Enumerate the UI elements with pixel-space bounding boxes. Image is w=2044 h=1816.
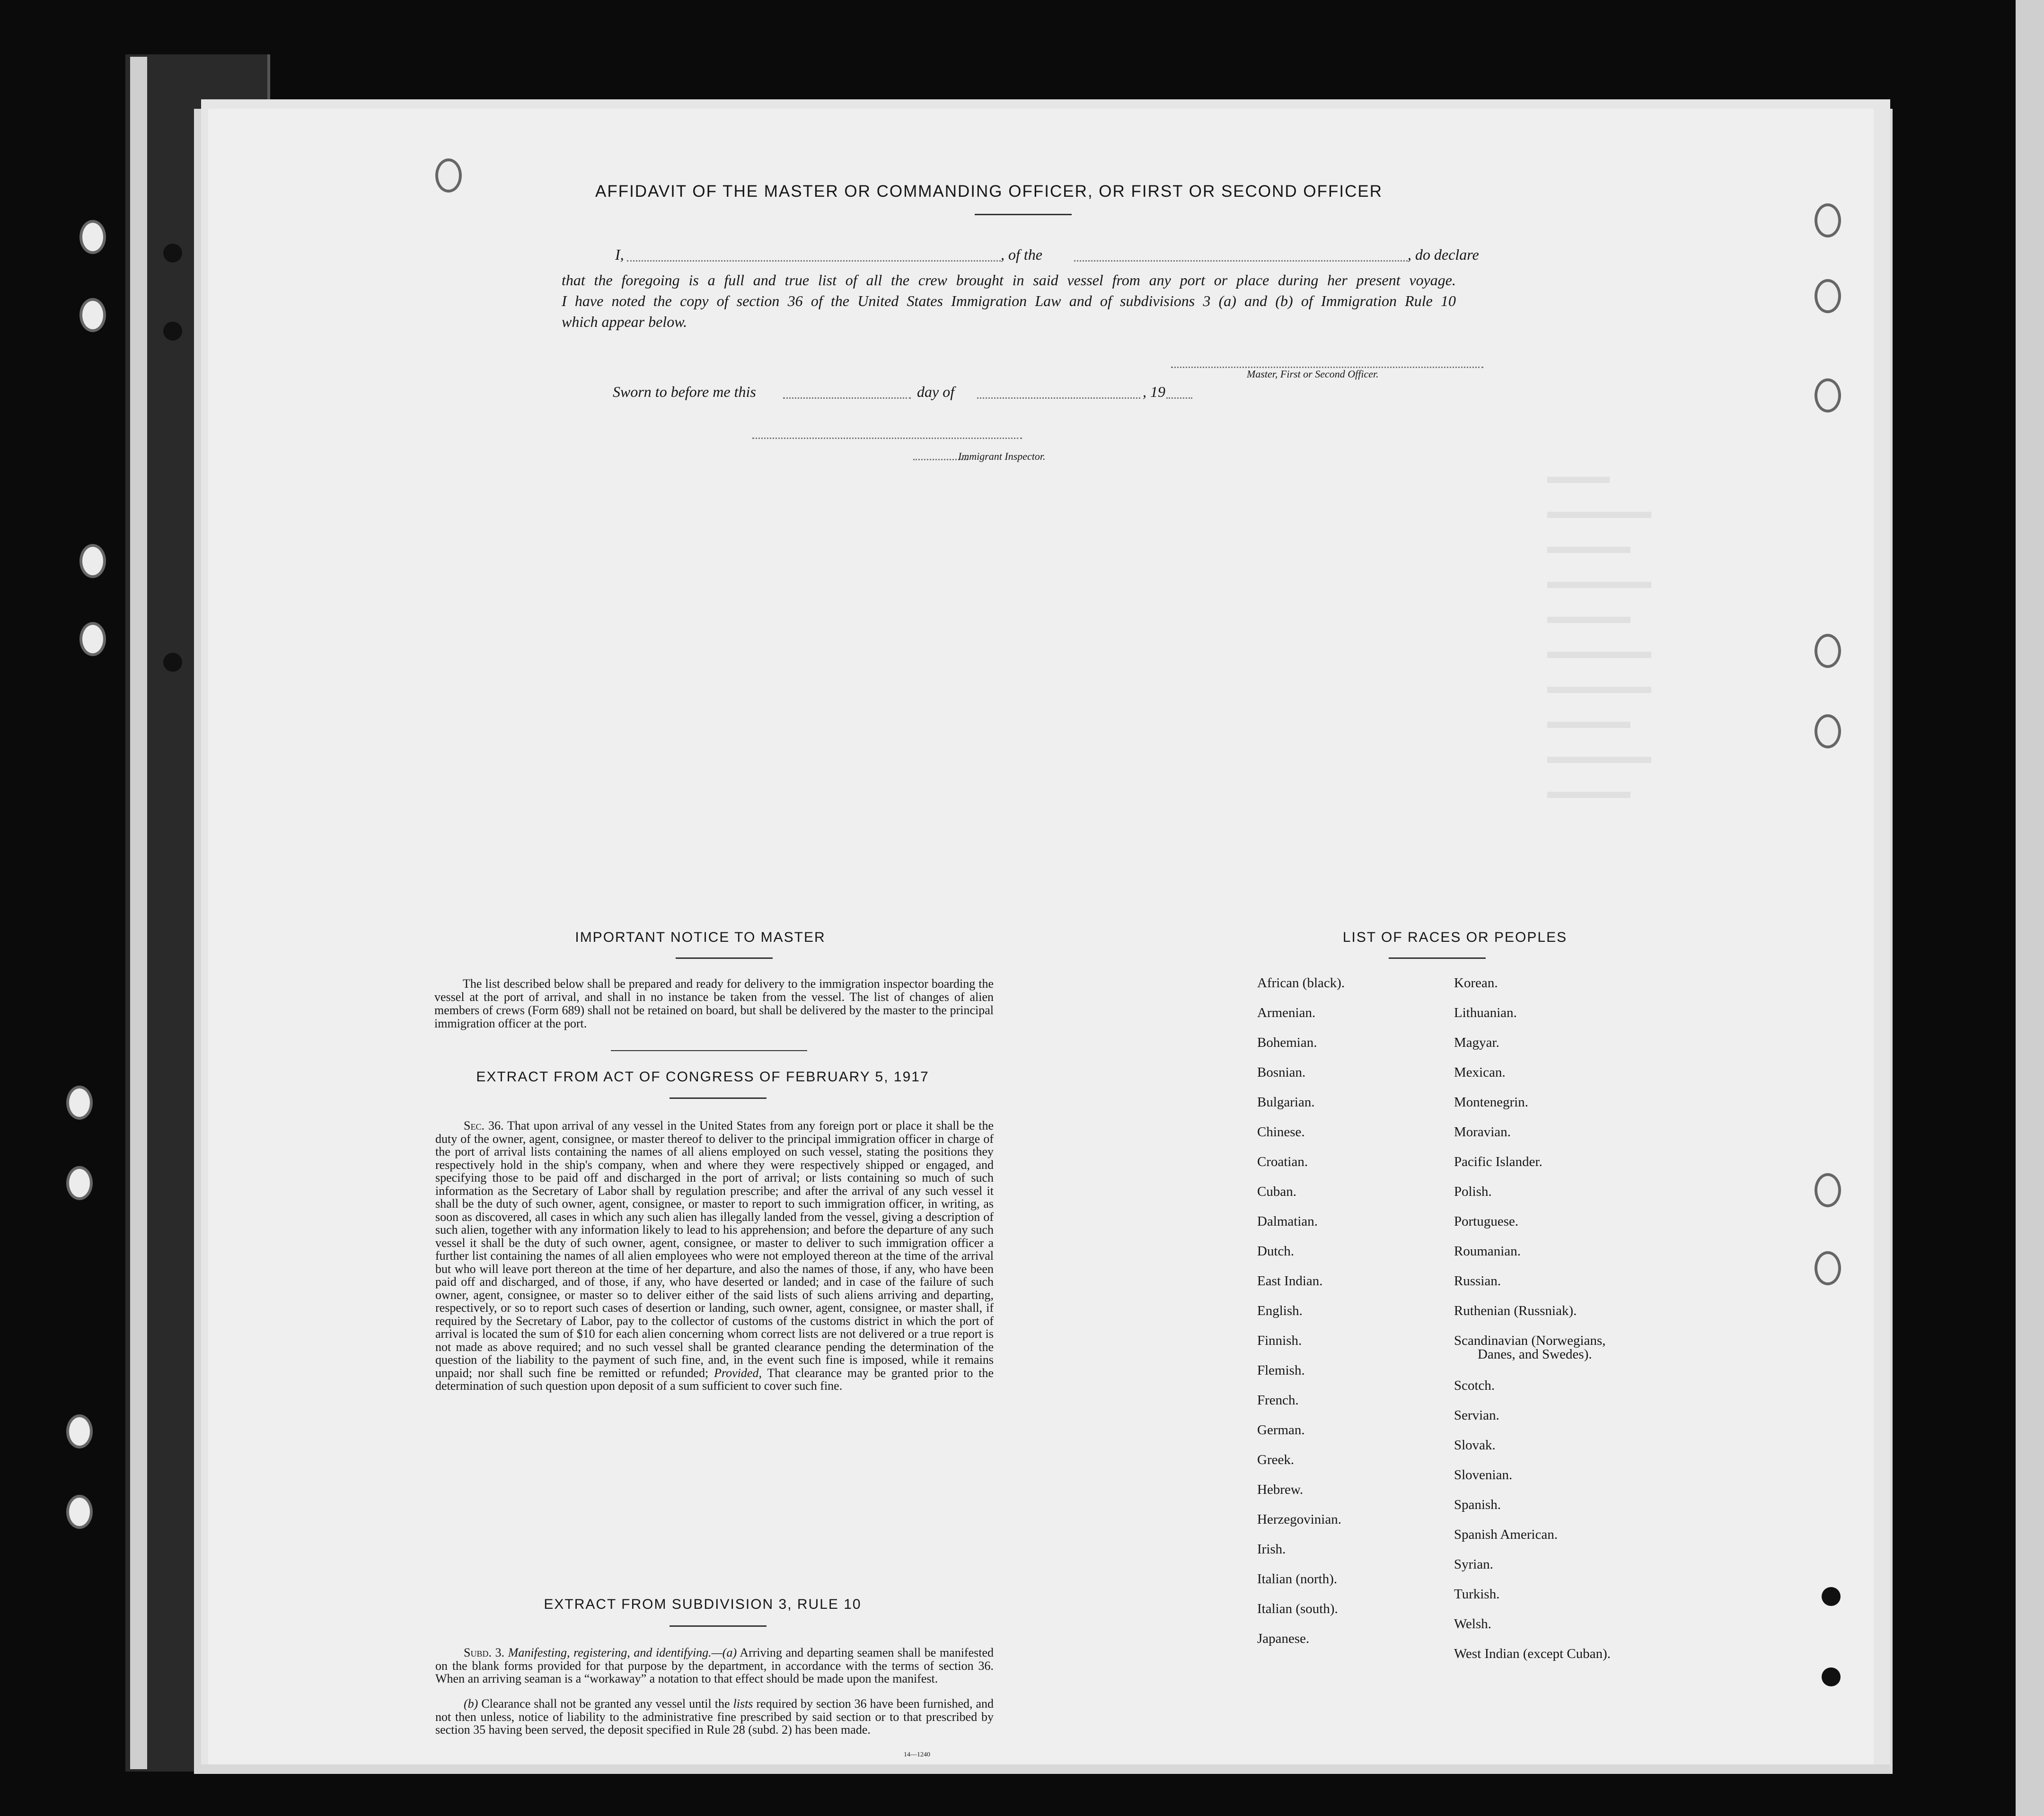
act-extract-underline bbox=[670, 1097, 766, 1099]
race-entry: Syrian. bbox=[1454, 1557, 1493, 1572]
section-36-text bbox=[435, 1119, 994, 1393]
races-underline bbox=[1389, 957, 1486, 959]
race-entry: French. bbox=[1257, 1393, 1299, 1408]
races-title: LIST OF RACES OR PEOPLES bbox=[1342, 930, 1568, 945]
affidavit-declaration-line: which appear below. bbox=[562, 313, 687, 330]
race-entry: Dutch. bbox=[1257, 1244, 1295, 1259]
month-blank-line[interactable] bbox=[977, 397, 1140, 399]
race-entry: Korean. bbox=[1454, 975, 1498, 991]
race-entry: Cuban. bbox=[1257, 1184, 1296, 1199]
race-entry: East Indian. bbox=[1257, 1273, 1323, 1289]
subd-b-post: required by section 36 have been furnished, and not then unless, notice of liability to the administrative fine prescribed by said section or to that prescribed by section 35 having been served, the deposit specified in Rule 28 (subd. 2) has been made. bbox=[435, 1697, 994, 1737]
affidavit-page bbox=[208, 109, 1874, 1764]
race-entry: Chinese. bbox=[1257, 1124, 1305, 1140]
right-page-edge bbox=[2016, 0, 2044, 1816]
binder-rivet bbox=[163, 322, 182, 341]
race-entry: Italian (south). bbox=[1257, 1601, 1338, 1616]
race-entry: Spanish American. bbox=[1454, 1527, 1558, 1542]
notice-title: IMPORTANT NOTICE TO MASTER bbox=[575, 930, 826, 945]
race-entry: Dalmatian. bbox=[1257, 1214, 1318, 1229]
race-entry: Danes, and Swedes). bbox=[1478, 1347, 1592, 1362]
day-of-label: day of bbox=[917, 383, 955, 400]
race-entry: Italian (north). bbox=[1257, 1571, 1338, 1587]
section-divider bbox=[611, 1050, 807, 1051]
race-entry: Servian. bbox=[1454, 1408, 1499, 1423]
subdivision-a-text bbox=[435, 1646, 994, 1685]
rule-extract-title: EXTRACT FROM SUBDIVISION 3, RULE 10 bbox=[544, 1597, 862, 1612]
race-entry: West Indian (except Cuban). bbox=[1454, 1646, 1611, 1661]
provided-label: Provided, bbox=[714, 1366, 762, 1380]
race-entry: Scotch. bbox=[1454, 1378, 1495, 1393]
race-entry: Herzegovinian. bbox=[1257, 1512, 1341, 1527]
affidavit-i-label: I, bbox=[615, 246, 624, 263]
race-entry: Welsh. bbox=[1454, 1616, 1492, 1632]
punch-hole bbox=[1815, 1173, 1841, 1207]
race-entry: Pacific Islander. bbox=[1454, 1154, 1542, 1169]
race-entry: German. bbox=[1257, 1422, 1305, 1438]
subd-b-label: (b) bbox=[464, 1697, 478, 1711]
race-entry: Magyar. bbox=[1454, 1035, 1499, 1050]
punch-hole bbox=[1815, 1251, 1841, 1285]
race-entry: Flemish. bbox=[1257, 1363, 1305, 1378]
punch-hole bbox=[1815, 203, 1841, 237]
provided-body: That clearance may be granted prior to the determination of such question upon deposit of a sum sufficient to cover such fine. bbox=[435, 1366, 994, 1393]
race-entry: Hebrew. bbox=[1257, 1482, 1304, 1497]
subd-b-pre: Clearance shall not be granted any vessel until the bbox=[481, 1697, 730, 1711]
races-right-column bbox=[1454, 975, 1611, 1676]
punch-hole bbox=[1815, 279, 1841, 313]
punch-hole bbox=[1815, 714, 1841, 748]
race-entry: Bohemian. bbox=[1257, 1035, 1317, 1050]
race-entry: Ruthenian (Russniak). bbox=[1454, 1303, 1577, 1318]
race-entry: Finnish. bbox=[1257, 1333, 1302, 1348]
notice-underline bbox=[676, 957, 773, 959]
race-entry: Croatian. bbox=[1257, 1154, 1308, 1169]
race-entry: English. bbox=[1257, 1303, 1303, 1318]
name-blank-line[interactable] bbox=[627, 260, 1001, 262]
day-blank-line[interactable] bbox=[783, 397, 911, 399]
race-entry: Bulgarian. bbox=[1257, 1095, 1315, 1110]
affidavit-declaration-line: that the foregoing is a full and true list of all the crew brought in said vessel from any port or place during her present voyage. bbox=[562, 272, 1456, 289]
race-entry: Scandinavian (Norwegians, bbox=[1454, 1333, 1606, 1348]
notice-body: The list described below shall be prepared and ready for delivery to the immigration inspector boarding the vessel at the port of arrival, and shall in no instance be taken from the vessel. The list of changes of alien members of crews (Form 689) shall not be retained on board, but shall be delivered by the master to the principal immigration officer at the port. bbox=[434, 977, 994, 1030]
race-entry: Roumanian. bbox=[1454, 1244, 1521, 1259]
punch-hole bbox=[79, 220, 106, 254]
race-entry: Slovak. bbox=[1454, 1438, 1496, 1453]
form-number: 14—1240 bbox=[904, 1751, 930, 1758]
subd-b-lists: lists bbox=[733, 1697, 753, 1711]
race-entry: Bosnian. bbox=[1257, 1065, 1306, 1080]
subd-para-a: Arriving and departing seamen shall be manifested on the blank forms provided for that purpose by the department, in accordance with the terms of section 36. When an arriving seaman is a “workaway” a notation to that effect should be made upon the manifest. bbox=[435, 1646, 994, 1685]
race-entry: Greek. bbox=[1257, 1452, 1295, 1467]
race-entry: Moravian. bbox=[1454, 1124, 1511, 1140]
race-entry: African (black). bbox=[1257, 975, 1345, 991]
affidavit-declaration-line: I have noted the copy of section 36 of the United States Immigration Law and of subdivisions 3 (a) and (b) of Immigration Rule 10 bbox=[562, 292, 1456, 309]
race-entry: Russian. bbox=[1454, 1273, 1501, 1289]
subdivision-b-text bbox=[435, 1697, 994, 1737]
sec-36-body: That upon arrival of any vessel in the United States from any foreign port or place it shall be the duty of the owner, agent, consignee, or master thereof to deliver to the principal immigration officer in charge of the port of arrival lists containing the names of all aliens employed on such vessel, stating the positions they respectively hold in the ship's company, when and where they were respectively shipped or engaged, and specifying those to be paid off and discharged in the port of arrival; or lists containing so much of such information as the Secretary of Labor shall by regulation prescribe; and after the arrival of any such vessel it shall be the duty of such owner, agent, consignee, or master to report to such immigration officer, in writing, as soon as discovered, all cases in which any such alien has illegally landed from the vessel, giving a description of such alien, together with any information likely to lead to his apprehension; and before the departure of any such vessel it shall be the duty of such owner, agent, consignee, or master to deliver to such immigration officer a further list containing the names of all alien employees who were not employed thereon at the time of the arrival but who will leave port thereon at the time of her departure, and also the names of those, if any, who have been paid off and discharged, and of those, if any, who have deserted or landed; and in case of the failure of such owner, agent, consignee, or master so to deliver either of the said lists of such aliens arriving and departing, respectively, or so to report such cases of desertion or landing, such owner, agent, consignee, or master shall, if required by the Secretary of Labor, pay to the collector of customs of the customs district in which the port of arrival is located the sum of $10 for each alien concerning whom correct lists are not delivered or a true report is not made as above required; and no such vessel shall be granted clearance pending the determination of the question of the liability to the payment of such fine, and, in the event such fine is imposed, while it remains unpaid; nor shall such fine be remitted or refunded; bbox=[435, 1119, 994, 1380]
punch-hole bbox=[1822, 1587, 1841, 1606]
punch-hole bbox=[1815, 378, 1841, 412]
races-left-column bbox=[1257, 975, 1345, 1661]
rule-extract-underline bbox=[670, 1625, 766, 1627]
affidavit-title: AFFIDAVIT OF THE MASTER OR COMMANDING OFFICER, OR FIRST OR SECOND OFFICER bbox=[595, 182, 1383, 201]
subd-label: Subd. 3. bbox=[464, 1646, 505, 1659]
race-entry: Irish. bbox=[1257, 1542, 1286, 1557]
race-entry: Mexican. bbox=[1454, 1065, 1506, 1080]
sworn-label: Sworn to before me this bbox=[613, 383, 756, 400]
race-entry: Japanese. bbox=[1257, 1631, 1310, 1646]
binder-rivet bbox=[163, 244, 182, 263]
race-entry: Spanish. bbox=[1454, 1497, 1501, 1512]
show-through-text: ▬▬▬ ▬▬▬▬▬ ▬▬▬▬ ▬▬▬▬▬ ▬▬▬▬ ▬▬▬▬▬ ▬▬▬▬▬ ▬▬▬▬ ▬▬▬▬▬ ▬▬▬▬ bbox=[1547, 465, 1651, 803]
binder-rail bbox=[130, 57, 147, 1769]
affidavit-declare-label: , do declare bbox=[1408, 246, 1479, 263]
punch-hole bbox=[66, 1086, 93, 1120]
race-entry: Slovenian. bbox=[1454, 1467, 1513, 1483]
act-extract-title: EXTRACT FROM ACT OF CONGRESS OF FEBRUARY 5, 1917 bbox=[476, 1069, 929, 1085]
inspector-caption: Immigrant Inspector. bbox=[958, 450, 1046, 462]
punch-hole bbox=[1822, 1667, 1841, 1686]
race-entry: Lithuanian. bbox=[1454, 1005, 1517, 1020]
signature-caption: Master, First or Second Officer. bbox=[1247, 368, 1379, 380]
punch-hole bbox=[79, 298, 106, 332]
punch-hole bbox=[79, 544, 106, 578]
race-entry: Turkish. bbox=[1454, 1587, 1500, 1602]
inspector-signature-line[interactable] bbox=[752, 438, 1022, 439]
vessel-blank-line[interactable] bbox=[1074, 260, 1408, 262]
year-label: , 19 bbox=[1143, 383, 1165, 400]
affidavit-of-the-label: , of the bbox=[1001, 246, 1042, 263]
race-entry: Armenian. bbox=[1257, 1005, 1316, 1020]
sec-36-label: Sec. 36. bbox=[464, 1119, 504, 1132]
race-entry: Montenegrin. bbox=[1454, 1095, 1529, 1110]
binder-rivet bbox=[163, 653, 182, 672]
punch-hole bbox=[66, 1166, 93, 1200]
subd-title: Manifesting, registering, and identifying.—(a) bbox=[508, 1646, 737, 1659]
year-blank-line[interactable] bbox=[1166, 397, 1192, 399]
punch-hole bbox=[1815, 634, 1841, 668]
race-entry: Portuguese. bbox=[1454, 1214, 1519, 1229]
race-entry: Polish. bbox=[1454, 1184, 1492, 1199]
punch-hole bbox=[79, 622, 106, 656]
punch-hole bbox=[66, 1495, 93, 1529]
punch-hole bbox=[66, 1414, 93, 1448]
title-underline bbox=[975, 214, 1072, 215]
